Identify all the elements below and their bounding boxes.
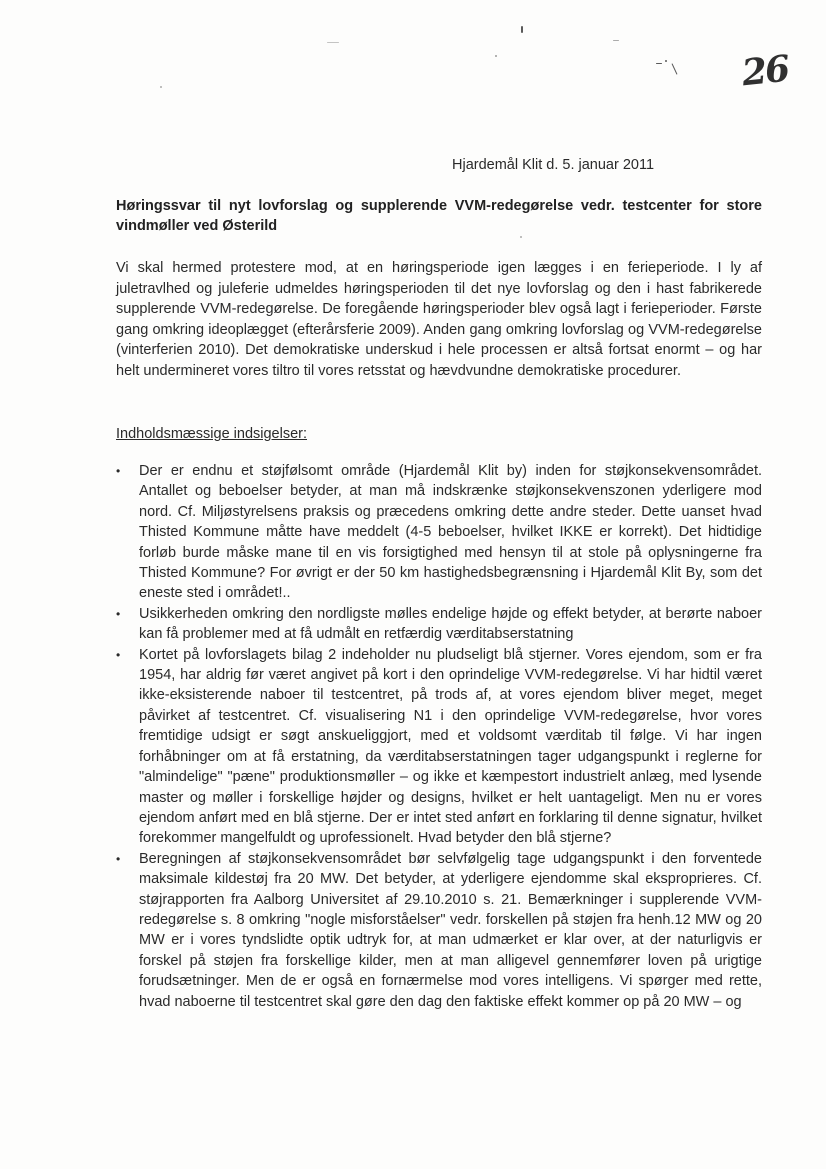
letter-date-line: Hjardemål Klit d. 5. januar 2011 xyxy=(452,157,655,173)
objection-text: Der er endnu et støjfølsomt område (Hjardemål Klit by) inden for støjkonsekvensområdet. Antallet og beboelser betyder, at man må indskrænke støjkonsekvenszonen yderligere mod nord. Cf. Miljøstyrelsens praksis og præcedens omkring dette andre steder. Dette uanset hvad Thisted Kommune måtte have meddelt (4-5 beboelser, hvilket IKKE er korrekt). Det hidtidige forløb burde måske mane til en vis forsigtighed med hensyn til at stole på oplysningerne fra Thisted Kommune? For øvrigt er der 50 km hastighedsbegrænsning i Hjardemål Klit By, som det eneste sted i området!.. xyxy=(139,463,762,602)
objection-list xyxy=(116,461,762,1012)
scan-speck xyxy=(495,55,497,57)
bullet-icon: • xyxy=(116,464,121,478)
objection-text: Beregningen af støjkonsekvensområdet bør selvfølgelig tage udgangspunkt i den forventede maksimale kildestøj fra 20 MW. Det betyder, at yderligere ejendomme skal eksproprieres. Cf. støjrapporten fra Aalborg Universitet af 29.10.2010 s. 21. Bemærkninger i supplerende VVM-redegørelse s. 8 omkring "nogle misforståelser" vedr. forskellen på støjen fra henh.12 MW og 20 MW er i vores tyndslidte optik udtryk for, at man udmærket er klar over, at der naturligvis er forskel på støjen fra forskellige kilder, men at man alligevel gennemfører loven på urigtige forudsætninger. Men de er også en fornærmelse mod vores intelligens. Vi spørger med rette, hvad naboerne til testcentret skal gøre den dag den faktiske effekt kommer op på 20 MW – og xyxy=(139,850,762,1010)
letter-heading: Høringssvar til nyt lovforslag og supplerende VVM-redegørelse vedr. testcenter for store vindmøller ved Østerild xyxy=(116,198,762,234)
objection-text: Usikkerheden omkring den nordligste mølles endelige højde og effekt betyder, at berørte naboer kan få problemer med at få udmålt en retfærdig værditabserstatning xyxy=(139,605,762,643)
handwritten-page-number: 26 xyxy=(739,47,791,95)
objection-item xyxy=(116,849,762,1012)
scan-speck xyxy=(521,26,523,33)
scan-speck xyxy=(672,63,678,74)
scan-speck xyxy=(665,60,667,62)
section-title: Indholdsmæssige indsigelser: xyxy=(116,426,308,442)
scan-speck xyxy=(656,63,662,64)
scan-speck xyxy=(327,42,339,43)
objection-text: Kortet på lovforslagets bilag 2 indeholder nu pludseligt blå stjerner. Vores ejendom, som er fra 1954, har aldrig før været angivet på kort i den oprindelige VVM-redegørelse. Vi har hidtil været ikke-eksisterende naboer til testcentret, på trods af, at vores ejendom bliver meget, meget påvirket af testcentret. Cf. visualisering N1 i den oprindelige VVM-redegørelse, hvor vores fremtidige udsigt er søgt anskueliggjort, med et voldsomt værditab til følge. Vi har ingen forhåbninger om at få erstatning, da værditabserstatningen tager udgangspunkt i reglerne for "almindelige" "pæne" produktionsmøller – og ikke et kæmpestort industrielt anlæg, med lysende master og møller i forskellige højder og designs, hvilket er helt uantageligt. Men nu er vores ejendom anført med en blå stjerne. Der er intet sted anført en forklaring til denne signatur, hvilket forekommer mangelfuldt og uprofessionelt. Hvad betyder den blå stjerne? xyxy=(139,646,762,847)
objection-item xyxy=(116,461,762,604)
bullet-icon: • xyxy=(116,606,121,621)
bullet-icon: • xyxy=(116,647,121,662)
scan-speck xyxy=(520,236,522,238)
intro-paragraph: Vi skal hermed protestere mod, at en høringsperiode igen lægges i en ferieperiode. I ly af juletravlhed og juleferie udmeldes høringsperioden til det nye lovforslag og den i hast fabrikerede supplerende VVM-redegørelse. De foregående høringsperioder blev også lagt i ferieperioder. Første gang omkring ideoplægget (efterårsferie 2009). Anden gang omkring lovforslag og VVM-redegørelse (vinterferien 2010). Det demokratiske underskud i hele processen er altså fortsat enormt – og har helt undermineret vores tiltro til vores retsstat og hævdvundne demokratiske procedurer. xyxy=(116,260,762,379)
objection-item xyxy=(116,604,762,645)
bullet-icon: • xyxy=(116,851,121,866)
scan-speck xyxy=(160,86,162,88)
scan-speck xyxy=(613,40,619,41)
objection-item xyxy=(116,645,762,849)
